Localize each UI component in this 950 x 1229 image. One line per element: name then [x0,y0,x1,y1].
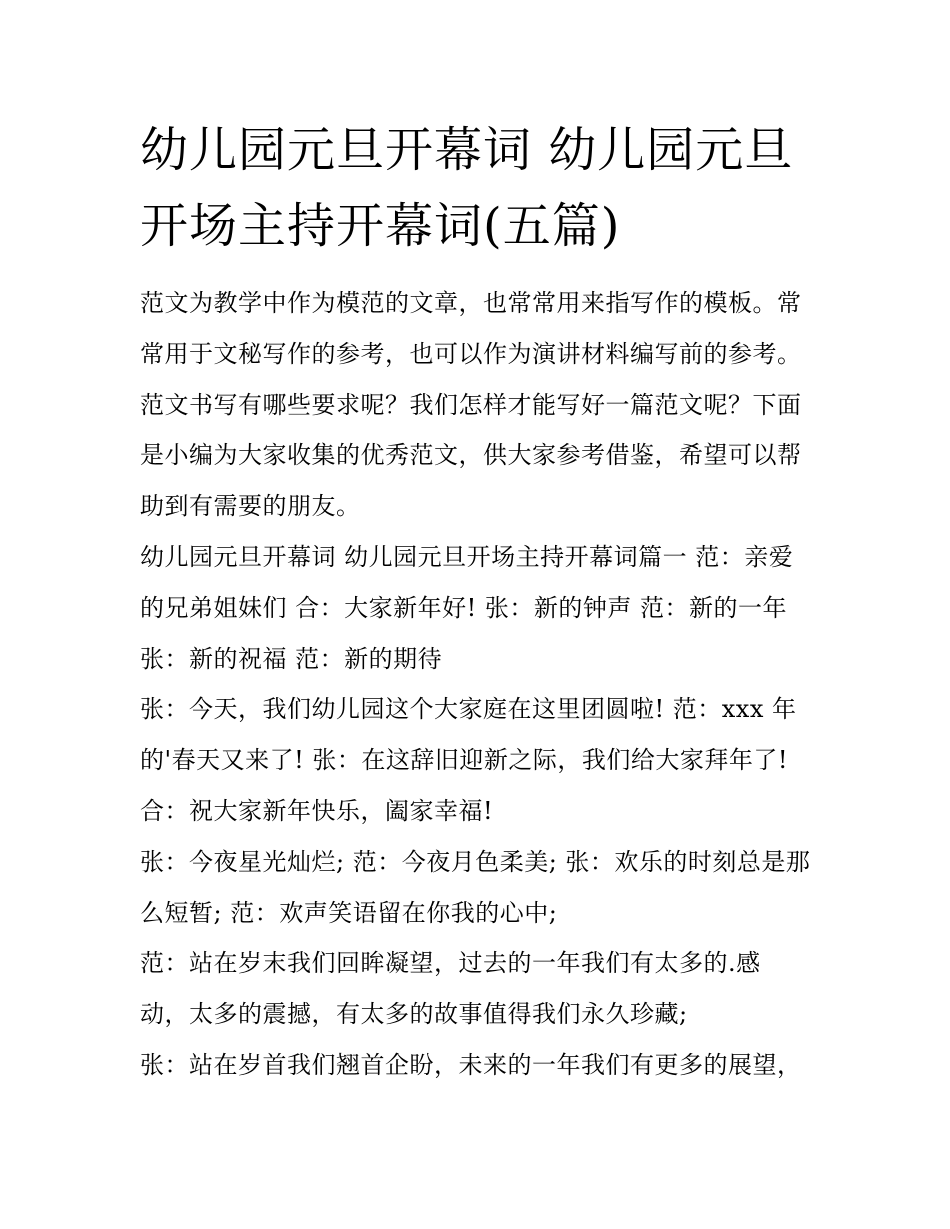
paragraph-night [140,837,830,939]
text-line: 动，太多的震撼，有太多的故事值得我们永久珍藏; [140,1000,688,1029]
text-line: 张：站在岁首我们翘首企盼，未来的一年我们有更多的展望， [140,1050,802,1079]
text-line: 张：今夜星光灿烂; 范：今夜月色柔美; 张：欢乐的时刻总是那 [140,847,811,876]
document-title [140,112,830,264]
paragraph-opening [140,532,830,684]
title-line: 幼儿园元旦开幕词 幼儿园元旦 [140,122,794,178]
text-line: 合：祝大家新年快乐，阖家幸福! [140,796,494,825]
text-line: 的'春天又来了! 张：在这辞旧迎新之际，我们给大家拜年了! [140,746,789,775]
text-line: 范文为教学中作为模范的文章，也常常用来指写作的模板。常 [140,289,802,317]
paragraph-intro [140,278,830,532]
paragraph-year-end [140,938,830,1040]
text-line: 幼儿园元旦开幕词 幼儿园元旦开场主持开幕词篇一 范：亲爱 [140,542,794,571]
text-line: 的兄弟姐妹们 合：大家新年好! 张：新的钟声 范：新的一年 [140,593,788,622]
text-line: 张：新的祝福 范：新的期待 [140,644,443,673]
text-line: 范文书写有哪些要求呢？我们怎样才能写好一篇范文呢？下面 [140,390,802,419]
text-line: 是小编为大家收集的优秀范文，供大家参考借鉴，希望可以帮 [140,441,802,470]
paragraph-reunion [140,684,830,836]
text-line: 张：今天，我们幼儿园这个大家庭在这里团圆啦! 范：xxx 年 [140,695,797,724]
text-line: 助到有需要的朋友。 [140,492,361,521]
title-line: 开场主持开幕词(五篇) [140,198,621,254]
text-line: 常用于文秘写作的参考，也可以作为演讲材料编写前的参考。 [140,339,802,368]
document-body [140,278,830,1091]
paragraph-year-start [140,1040,830,1091]
text-line: 范：站在岁末我们回眸凝望，过去的一年我们有太多的.感 [140,949,761,978]
text-line: 么短暂; 范：欢声笑语留在你我的心中; [140,898,558,927]
